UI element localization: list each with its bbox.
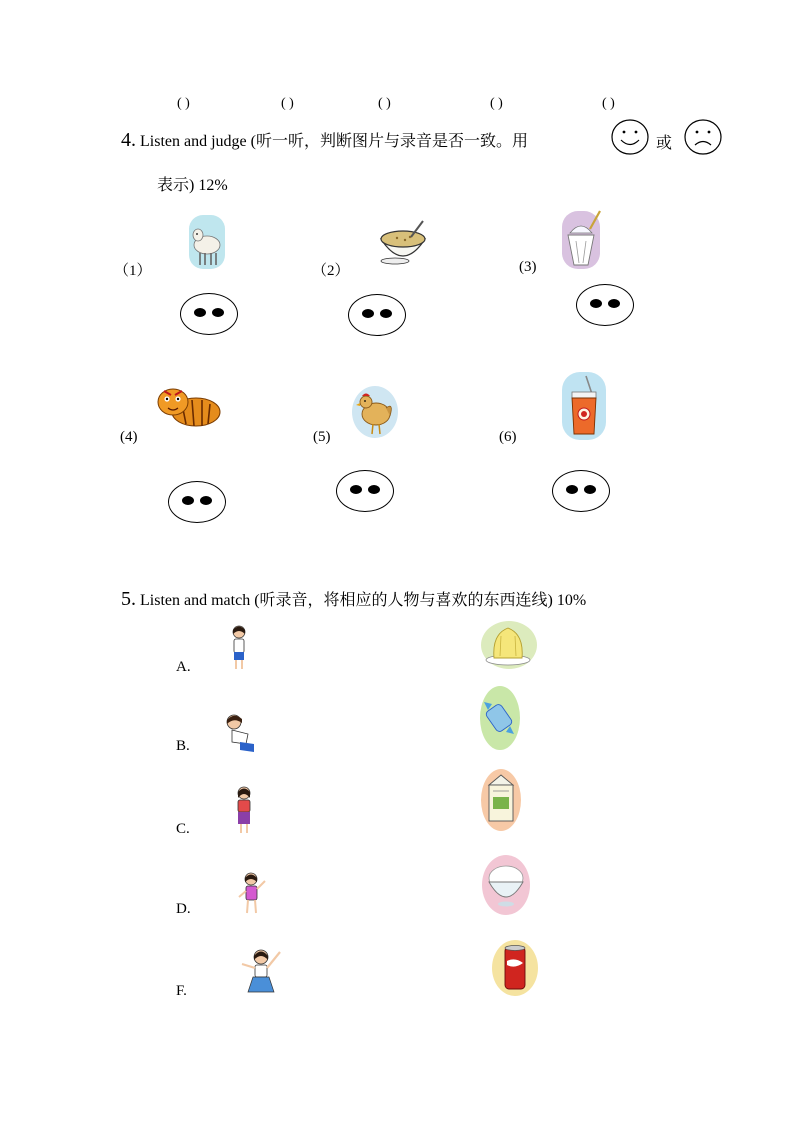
section-4-heading (121, 128, 528, 152)
item-3-label: (3) (519, 259, 537, 275)
eye-icon (380, 309, 392, 318)
girl-waving-icon[interactable] (235, 871, 269, 917)
cola-can-icon[interactable] (491, 939, 539, 997)
hen-icon (350, 382, 400, 442)
eye-icon (584, 485, 596, 494)
smile-face-icon (610, 118, 650, 156)
sheep-icon (187, 213, 227, 271)
answer-bracket-3[interactable]: ( ) (378, 96, 391, 111)
answer-bracket-2[interactable]: ( ) (281, 96, 294, 111)
section-5-number: 5. (121, 588, 136, 610)
eye-icon (566, 485, 578, 494)
person-a-label: A. (176, 659, 191, 675)
girl-bending-icon[interactable] (222, 712, 256, 754)
answer-face-3[interactable] (576, 284, 634, 326)
section-4-title: Listen and judge (听一听，判断图片与录音是否一致。用 (136, 133, 528, 150)
item-5-label: (5) (313, 429, 331, 445)
eye-icon (590, 299, 602, 308)
section-5-title: Listen and match (听录音，将相应的人物与喜欢的东西连线) 10% (136, 592, 587, 609)
answer-bracket-5[interactable]: ( ) (602, 96, 615, 111)
rice-bowl-icon[interactable] (481, 854, 531, 916)
eye-icon (350, 485, 362, 494)
answer-bracket-4[interactable]: ( ) (490, 96, 503, 111)
milk-carton-icon[interactable] (479, 767, 523, 833)
section-4-number: 4. (121, 129, 136, 151)
eye-icon (212, 308, 224, 317)
or-text: 或 (656, 135, 673, 152)
eye-icon (182, 496, 194, 505)
eye-icon (368, 485, 380, 494)
jelly-icon[interactable] (480, 620, 538, 670)
answer-face-2[interactable] (348, 294, 406, 336)
section-4-title-cont: 表示) 12% (157, 177, 228, 194)
tiger-icon (156, 382, 222, 430)
answer-face-5[interactable] (336, 470, 394, 512)
eye-icon (362, 309, 374, 318)
ice-cream-icon (560, 207, 604, 273)
person-f-label: F. (176, 983, 187, 999)
person-d-label: D. (176, 901, 191, 917)
porridge-bowl-icon (377, 217, 429, 267)
eye-icon (608, 299, 620, 308)
girl-red-shirt-icon[interactable] (232, 786, 256, 836)
item-4-label: (4) (120, 429, 138, 445)
answer-face-1[interactable] (180, 293, 238, 335)
section-5-heading (121, 587, 586, 611)
girl-arms-up-icon[interactable] (236, 946, 286, 998)
answer-face-6[interactable] (552, 470, 610, 512)
person-b-label: B. (176, 738, 190, 754)
answer-face-4[interactable] (168, 481, 226, 523)
girl-standing-icon[interactable] (227, 624, 251, 672)
item-6-label: (6) (499, 429, 517, 445)
item-1-label: （1） (114, 263, 152, 279)
drink-cup-icon (560, 370, 608, 442)
eye-icon (194, 308, 206, 317)
person-c-label: C. (176, 821, 190, 837)
item-2-label: （2） (312, 263, 350, 279)
sad-face-icon (683, 118, 723, 156)
eye-icon (200, 496, 212, 505)
candy-icon[interactable] (478, 684, 522, 752)
answer-bracket-1[interactable]: ( ) (177, 96, 190, 111)
